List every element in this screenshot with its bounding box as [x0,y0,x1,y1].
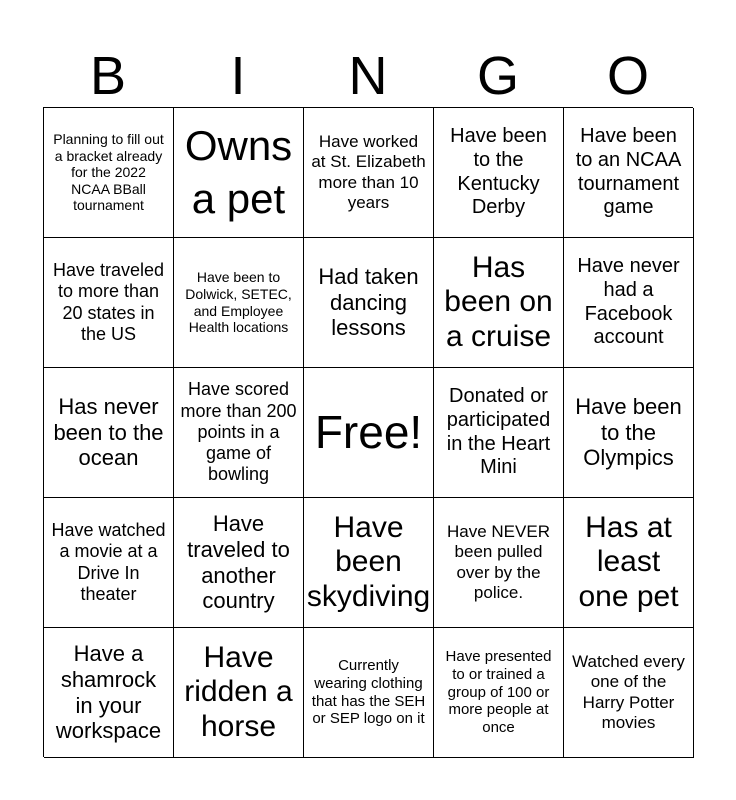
bingo-cell-r4c2[interactable]: Have traveled to another country [174,498,304,628]
bingo-header [43,46,693,106]
bingo-cell-r5c2[interactable]: Have ridden a horse [174,628,304,758]
bingo-cell-r1c3[interactable]: Have worked at St. Elizabeth more than 10 years [304,108,434,238]
bingo-cell-free[interactable]: Free! [304,368,434,498]
header-letter-o: O [606,46,649,106]
bingo-cell-r1c1[interactable]: Planning to fill out a bracket already for the 2022 NCAA BBall tournament [44,108,174,238]
header-letter-n: N [348,46,388,106]
bingo-cell-r5c4[interactable]: Have presented to or trained a group of 100 or more people at once [434,628,564,758]
bingo-cell-r2c1[interactable]: Have traveled to more than 20 states in the US [44,238,174,368]
bingo-cell-r3c4[interactable]: Donated or participated in the Heart Mini [434,368,564,498]
bingo-cell-r4c5[interactable]: Has at least one pet [564,498,694,628]
bingo-cell-r4c3[interactable]: Have been skydiving [304,498,434,628]
header-letter-g: G [476,46,519,106]
bingo-cell-r2c3[interactable]: Had taken dancing lessons [304,238,434,368]
bingo-cell-r5c5[interactable]: Watched every one of the Harry Potter movies [564,628,694,758]
header-letter-i: I [230,46,246,106]
bingo-cell-r2c5[interactable]: Have never had a Facebook account [564,238,694,368]
header-letter-b: B [89,46,127,106]
bingo-board [43,107,693,757]
bingo-cell-r5c3[interactable]: Currently wearing clothing that has the SEH or SEP logo on it [304,628,434,758]
bingo-cell-r4c4[interactable]: Have NEVER been pulled over by the police. [434,498,564,628]
bingo-cell-r1c4[interactable]: Have been to the Kentucky Derby [434,108,564,238]
bingo-cell-r3c2[interactable]: Have scored more than 200 points in a game of bowling [174,368,304,498]
bingo-cell-r3c1[interactable]: Has never been to the ocean [44,368,174,498]
bingo-cell-r1c2[interactable]: Owns a pet [174,108,304,238]
bingo-cell-r2c2[interactable]: Have been to Dolwick, SETEC, and Employee Health locations [174,238,304,368]
bingo-cell-r3c5[interactable]: Have been to the Olympics [564,368,694,498]
bingo-cell-r5c1[interactable]: Have a shamrock in your workspace [44,628,174,758]
bingo-cell-r1c5[interactable]: Have been to an NCAA tournament game [564,108,694,238]
bingo-cell-r4c1[interactable]: Have watched a movie at a Drive In theater [44,498,174,628]
bingo-cell-r2c4[interactable]: Has been on a cruise [434,238,564,368]
